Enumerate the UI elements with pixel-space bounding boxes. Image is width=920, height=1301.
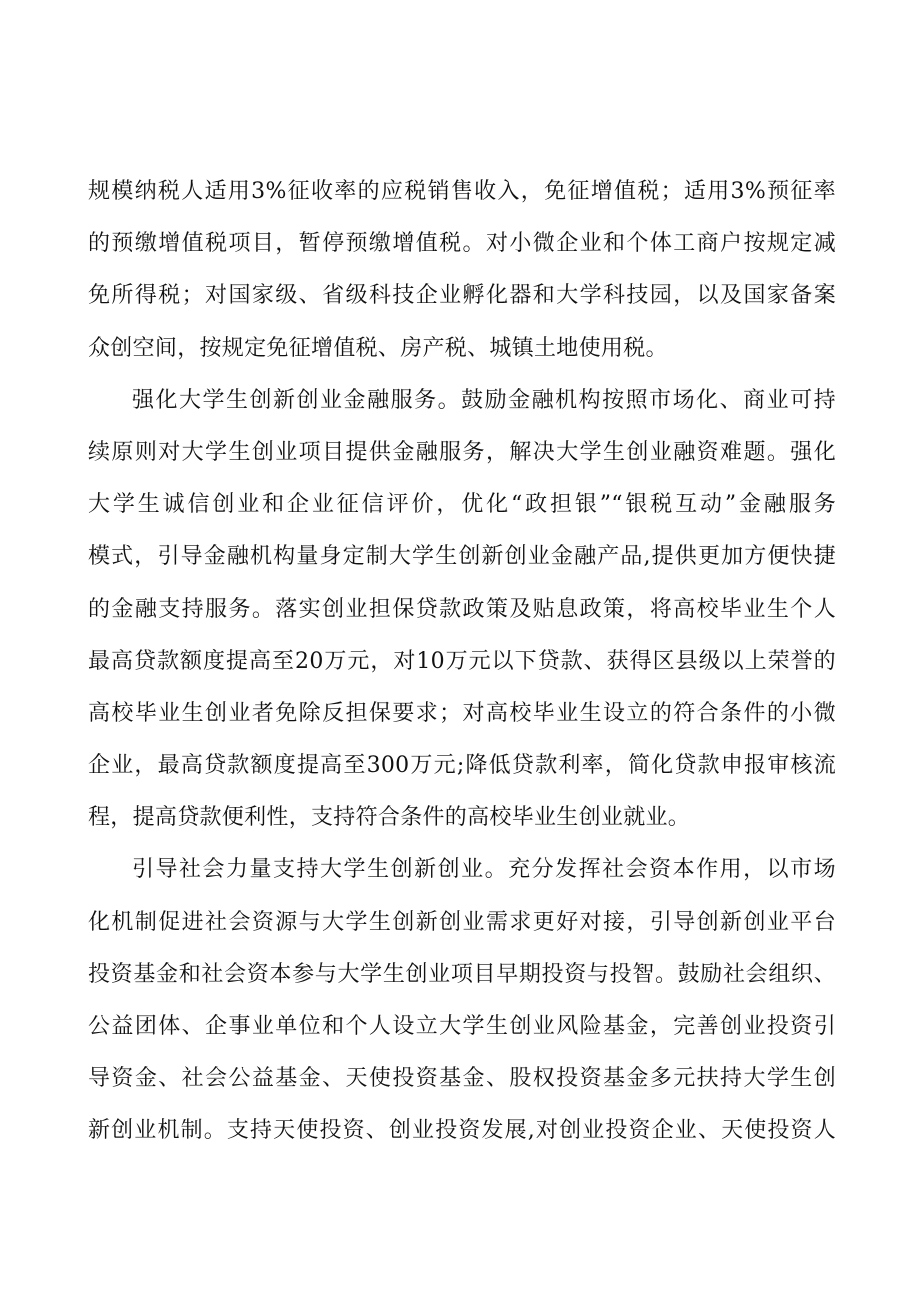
text-line: 模式，引导金融机构量身定制大学生创新创业金融产品,提供更加方便快捷 [88, 544, 836, 570]
text-line: 程，提高贷款便利性，支持符合条件的高校毕业生创业就业。 [88, 805, 691, 831]
text-line: 众创空间，按规定免征增值税、房产税、城镇土地使用税。 [88, 335, 668, 361]
text-line: 化机制促进社会资源与大学生创新创业需求更好对接，引导创新创业平台 [88, 909, 836, 935]
paragraph-first-line: 引导社会力量支持大学生创新创业。充分发挥社会资本作用，以市场 [132, 857, 836, 883]
paragraph-first-line: 强化大学生创新创业金融服务。鼓励金融机构按照市场化、商业可持 [132, 387, 836, 413]
text-line: 大学生诚信创业和企业征信评价，优化“政担银”“银税互动”金融服务 [88, 492, 836, 518]
text-line: 规模纳税人适用3%征收率的应税销售收入，免征增值税；适用3%预征率 [88, 179, 836, 204]
text-line: 投资基金和社会资本参与大学生创业项目早期投资与投智。鼓励社会组织、 [88, 961, 836, 987]
text-line: 的预缴增值税项目，暂停预缴增值税。对小微企业和个体工商户按规定减 [88, 231, 836, 257]
text-line: 公益团体、企事业单位和个人设立大学生创业风险基金，完善创业投资引 [88, 1014, 836, 1039]
document-body [88, 166, 836, 1158]
text-line: 免所得税；对国家级、省级科技企业孵化器和大学科技园，以及国家备案 [88, 283, 836, 309]
text-line: 新创业机制。支持天使投资、创业投资发展,对创业投资企业、天使投资人 [88, 1118, 836, 1144]
text-line: 的金融支持服务。落实创业担保贷款政策及贴息政策，将高校毕业生个人 [88, 596, 836, 622]
text-line: 最高贷款额度提高至20万元，对10万元以下贷款、获得区县级以上荣誉的 [88, 648, 836, 674]
text-line: 导资金、社会公益基金、天使投资基金、股权投资基金多元扶持大学生创 [88, 1066, 836, 1092]
text-line: 高校毕业生创业者免除反担保要求；对高校毕业生设立的符合条件的小微 [88, 700, 836, 726]
text-line: 续原则对大学生创业项目提供金融服务，解决大学生创业融资难题。强化 [88, 439, 836, 465]
text-line: 企业，最高贷款额度提高至300万元;降低贷款利率，简化贷款申报审核流 [88, 753, 836, 779]
